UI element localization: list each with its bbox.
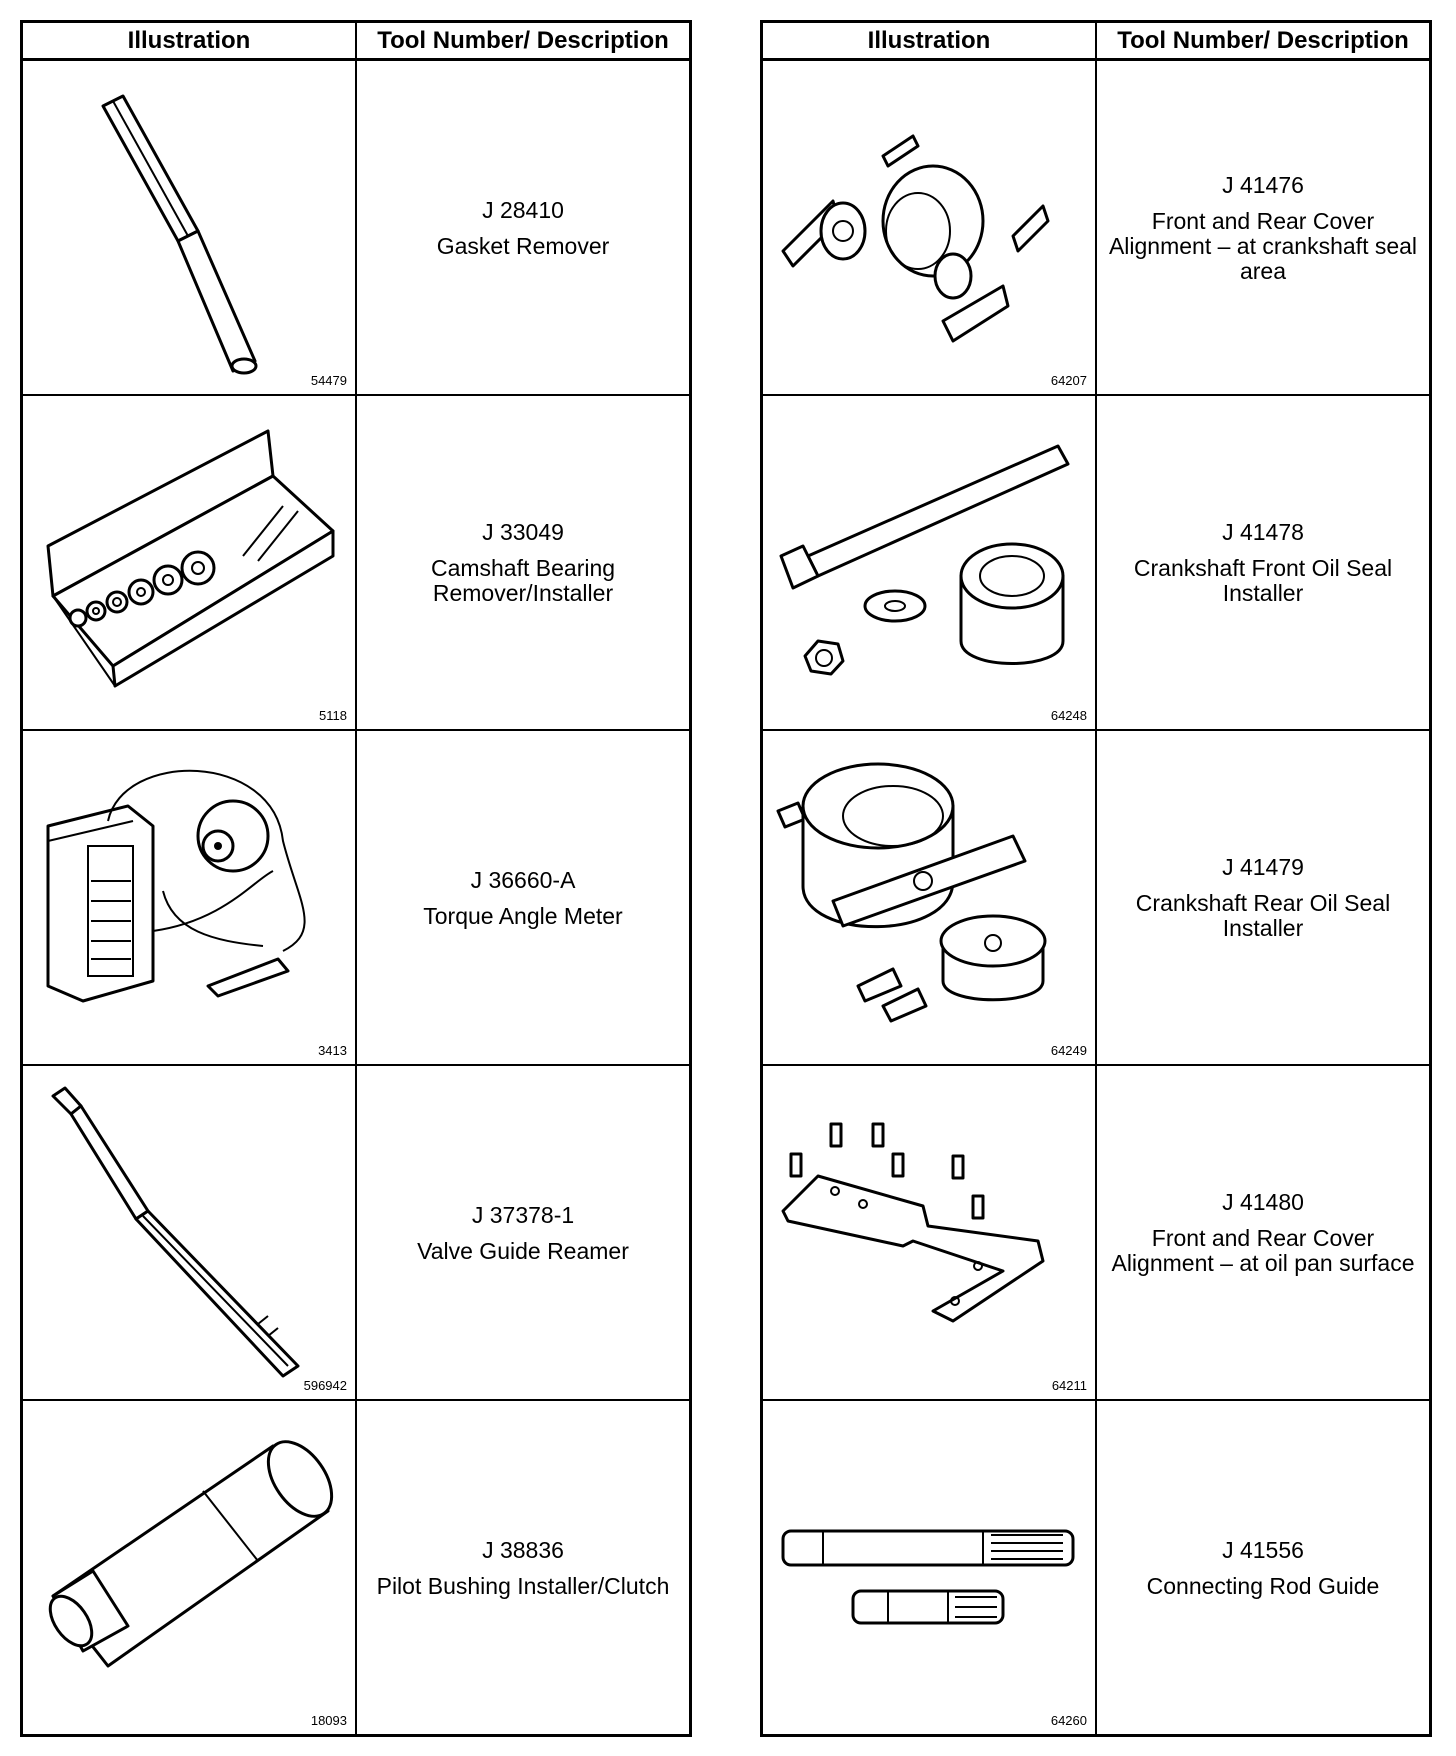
table-header: [763, 23, 1429, 61]
tool-number: J 41480: [1222, 1189, 1304, 1215]
description-cell: [357, 61, 689, 394]
illustration-cell: [23, 1066, 357, 1399]
description-cell: [357, 396, 689, 729]
tool-number: J 41556: [1222, 1536, 1304, 1563]
header-description: Tool Number/ Description: [1117, 26, 1409, 54]
description-cell: [357, 731, 689, 1064]
tool-table-left: [20, 20, 692, 1737]
tool-description: Front and Rear Cover Alignment – at crankshaft seal area: [1108, 207, 1418, 284]
description-cell: [357, 1401, 689, 1734]
table-header: [23, 23, 689, 61]
description-cell: [357, 1066, 689, 1399]
alignment-plate-icon: [763, 1066, 1097, 1399]
angle-meter-icon: [23, 731, 357, 1064]
tool-description: Torque Angle Meter: [423, 902, 623, 929]
tool-description: Pilot Bushing Installer/Clutch: [376, 1572, 670, 1599]
figure-number: 64249: [1050, 1043, 1087, 1058]
figure-number: 64207: [1050, 373, 1087, 388]
illustration-cell: [23, 396, 357, 729]
tool-table-right: [760, 20, 1432, 1737]
table-row: [763, 1401, 1429, 1734]
illustration-cell: [763, 1401, 1097, 1734]
illustration-cell: [763, 1066, 1097, 1399]
table-row: [763, 61, 1429, 396]
tool-number: J 28410: [482, 196, 564, 223]
figure-number: 64211: [1051, 1378, 1087, 1393]
illustration-cell: [23, 1401, 357, 1734]
table-row: [23, 61, 689, 396]
table-row: [23, 731, 689, 1066]
bushing-installer-icon: [23, 1401, 357, 1734]
description-cell: [1097, 1066, 1429, 1399]
tool-description: Camshaft Bearing Remover/Installer: [430, 555, 616, 606]
table-row: [23, 1401, 689, 1734]
rod-guide-icon: [763, 1401, 1097, 1734]
tool-description: Crankshaft Front Oil Seal Installer: [1133, 555, 1393, 606]
scraper-icon: [23, 61, 357, 394]
description-cell: [1097, 61, 1429, 394]
figure-number: 3413: [318, 1043, 347, 1058]
figure-number: 18093: [310, 1713, 347, 1728]
figure-number: 64260: [1050, 1713, 1087, 1728]
illustration-cell: [763, 61, 1097, 394]
table-row: [23, 1066, 689, 1401]
header-description: Tool Number/ Description: [377, 26, 669, 54]
tool-number: J 41476: [1222, 171, 1304, 198]
tool-description: Crankshaft Rear Oil Seal Installer: [1135, 890, 1391, 941]
cover-alignment-icon: [763, 61, 1097, 394]
description-cell: [1097, 731, 1429, 1064]
figure-number: 64248: [1050, 708, 1087, 723]
tool-number: J 41478: [1222, 519, 1304, 545]
tool-description: Gasket Remover: [436, 232, 610, 259]
description-cell: [1097, 1401, 1429, 1734]
table-row: [763, 1066, 1429, 1401]
tool-description: Valve Guide Reamer: [417, 1237, 629, 1264]
illustration-cell: [23, 731, 357, 1064]
header-illustration: Illustration: [763, 23, 1097, 58]
front-seal-installer-icon: [763, 396, 1097, 729]
tool-description: Connecting Rod Guide: [1146, 1572, 1380, 1599]
tool-number: J 33049: [482, 519, 564, 545]
table-row: [763, 731, 1429, 1066]
illustration-cell: [763, 396, 1097, 729]
description-cell: [1097, 396, 1429, 729]
rear-seal-installer-icon: [763, 731, 1097, 1064]
tool-number: J 36660-A: [470, 866, 576, 893]
illustration-cell: [763, 731, 1097, 1064]
illustration-cell: [23, 61, 357, 394]
figure-number: 5118: [319, 708, 347, 723]
bearing-kit-icon: [23, 396, 357, 729]
header-illustration: Illustration: [23, 23, 357, 58]
figure-number: 54479: [310, 373, 347, 388]
tool-description: Front and Rear Cover Alignment – at oil pan surface: [1111, 1225, 1415, 1276]
reamer-icon: [23, 1066, 357, 1399]
table-row: [763, 396, 1429, 731]
tool-number: J 37378-1: [471, 1201, 575, 1228]
tool-number: J 41479: [1222, 854, 1304, 880]
tool-number: J 38836: [482, 1536, 564, 1563]
figure-number: 596942: [303, 1378, 347, 1393]
table-row: [23, 396, 689, 731]
